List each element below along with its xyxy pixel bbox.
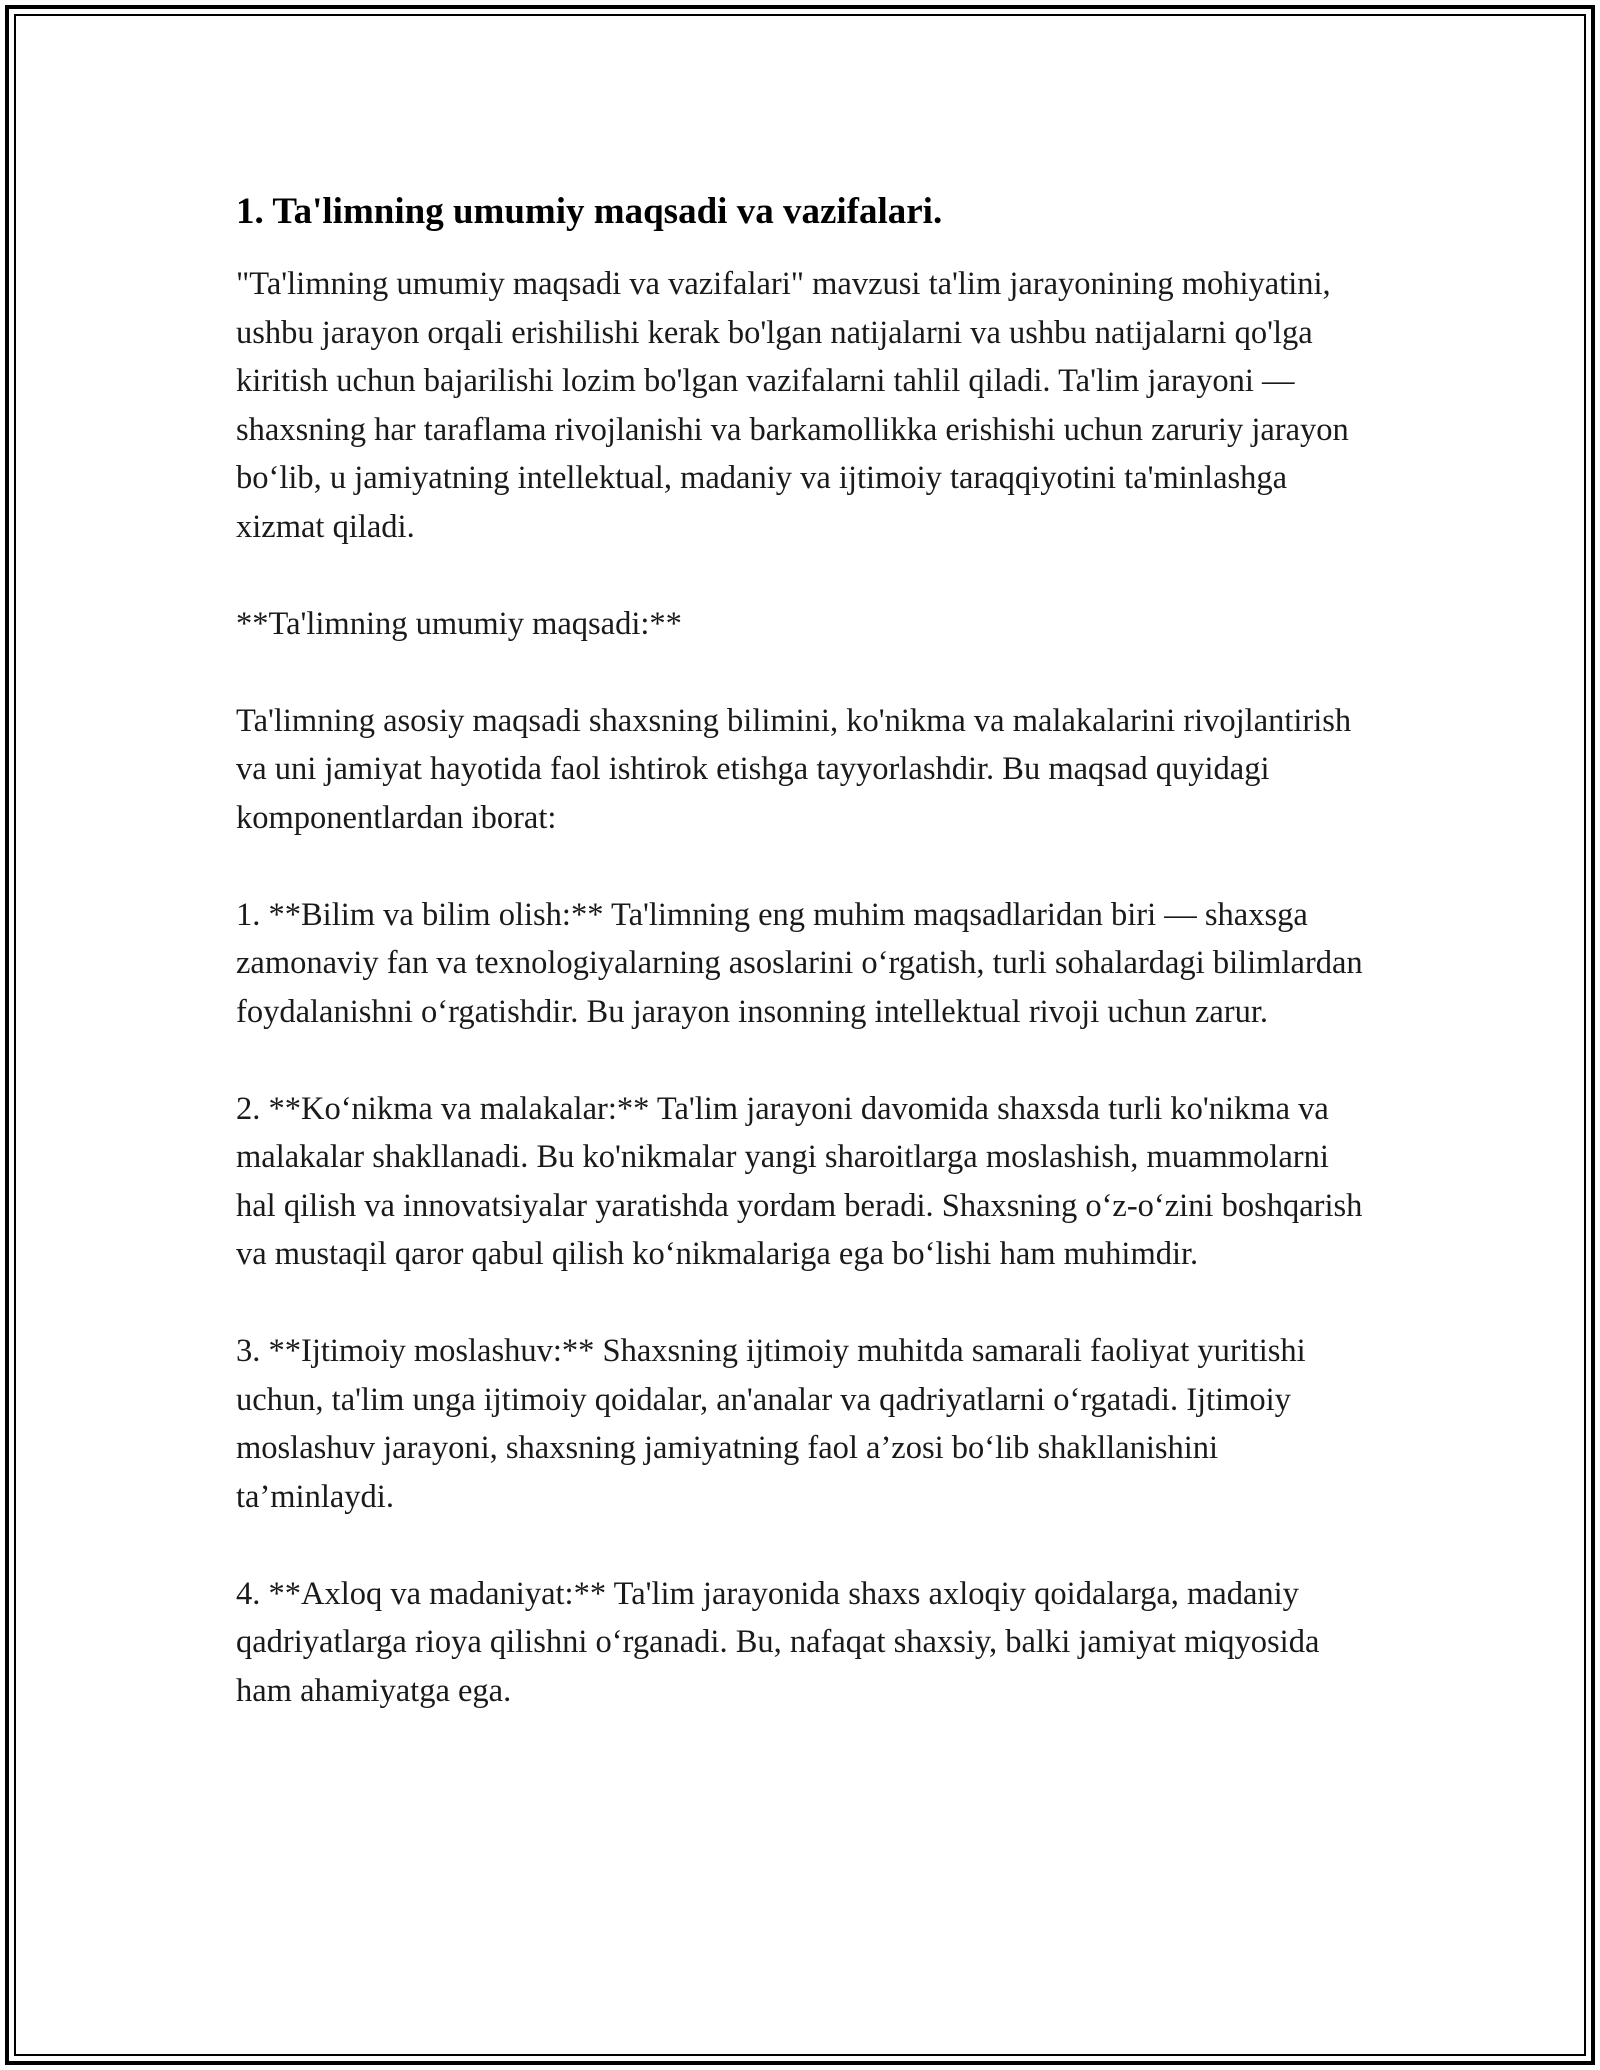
list-item-knowledge: 1. **Bilim va bilim olish:** Ta'limning eng muhim maqsadlaridan biri — shaxsga zamonaviy fan va texnologiyalarning asoslarini o‘rgatish, turli sohalardagi bilimlardan foydalanishni o‘rgatishdir. Bu jarayon insonning intellektual rivoji uchun zarur. [236,896,1363,1030]
subheading-paragraph: **Ta'limning umumiy maqsadi:** [236,605,682,642]
intro-paragraph: "Ta'limning umumiy maqsadi va vazifalari" mavzusi ta'lim jarayonining mohiyatini, ushbu jarayon orqali erishilishi kerak bo'lgan natijalarni va ushbu natijalarni qo'lga kiritish uchun bajarilishi lozim bo'lgan vazifalarni tahlil qiladi. Ta'lim jarayoni — shaxsning har taraflama rivojlanishi va barkamollikka erishishi uchun zaruriy jarayon bo‘lib, u jamiyatning intellektual, madaniy va ijtimoiy taraqqiyotini ta'minlashga xizmat qiladi. [236,266,1349,545]
goal-paragraph: Ta'limning asosiy maqsadi shaxsning bilimini, ko'nikma va malakalarini rivojlantirish va uni jamiyat hayotida faol ishtirok etishga tayyorlashdir. Bu maqsad quyidagi komponentlardan iborat: [236,702,1352,836]
list-item-social-adaptation: 3. **Ijtimoiy moslashuv:** Shaxsning ijtimoiy muhitda samarali faoliyat yuritishi uchun, ta'lim unga ijtimoiy qoidalar, an'analar va qadriyatlarni o‘rgatadi. Ijtimoiy moslashuv jarayoni, shaxsning jamiyatning faol a’zosi bo‘lib shakllanishini ta’minlaydi. [236,1333,1306,1515]
document-body [236,188,1366,1764]
section-heading: 1. Ta'limning umumiy maqsadi va vazifalari. [236,191,943,232]
list-item-ethics-culture: 4. **Axloq va madaniyat:** Ta'lim jarayonida shaxs axloqiy qoidalarga, madaniy qadriyatlarga rioya qilishni o‘rganadi. Bu, nafaqat shaxsiy, balki jamiyat miqyosida ham ahamiyatga ega. [236,1575,1320,1709]
list-item-skills: 2. **Ko‘nikma va malakalar:** Ta'lim jarayoni davomida shaxsda turli ko'nikma va malakalar shakllanadi. Bu ko'nikmalar yangi sharoitlarga moslashish, muammolarni hal qilish va innovatsiyalar yaratishda yordam beradi. Shaxsning o‘z-o‘zini boshqarish va mustaqil qaror qabul qilish ko‘nikmalariga ega bo‘lishi ham muhimdir. [236,1090,1363,1272]
